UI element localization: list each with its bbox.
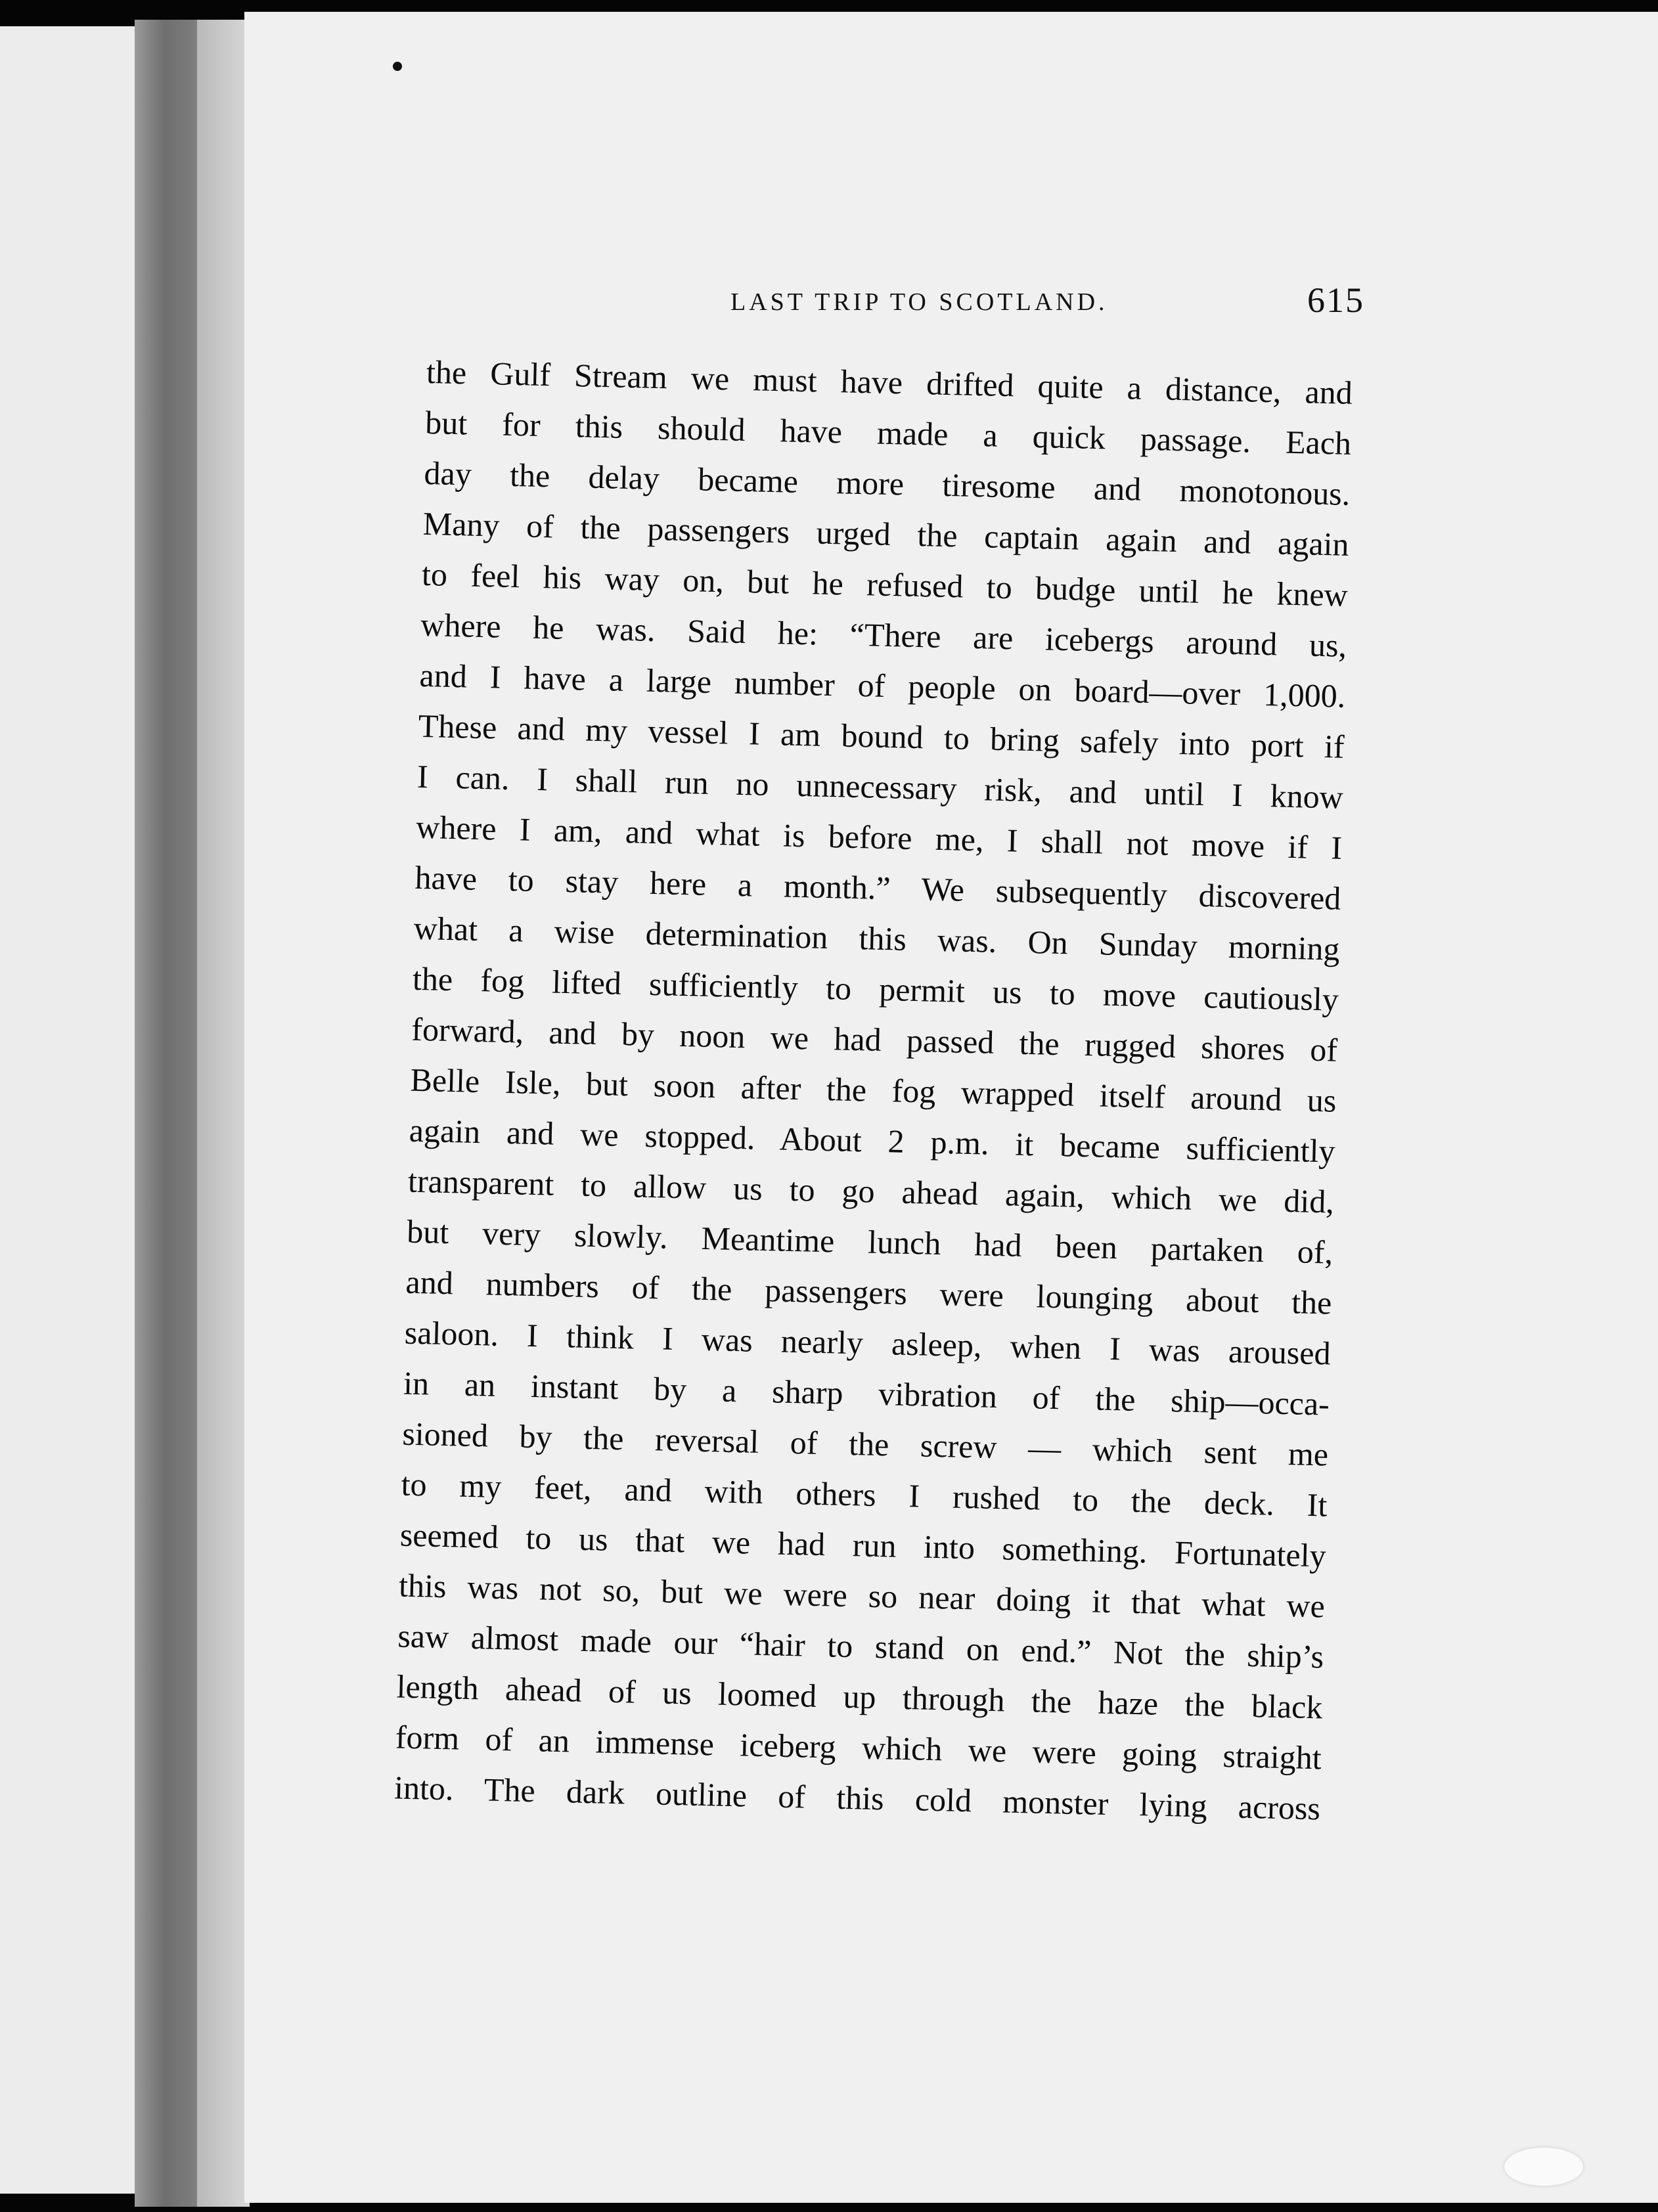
book-page	[244, 12, 1658, 2203]
text-line: and I have a large number of people on board—over 1,000.	[419, 656, 1346, 715]
paper-smudge	[1504, 2148, 1583, 2186]
body-text	[393, 347, 1353, 1834]
text-line: what a wise determination this was. On Sunday morning	[413, 909, 1341, 967]
text-line: length ahead of us loomed up through the haze the black	[396, 1668, 1323, 1726]
text-line: and numbers of the passengers were lounging about the	[405, 1263, 1332, 1321]
text-line: sioned by the reversal of the screw — which sent me	[401, 1415, 1329, 1473]
text-line: but for this should have made a quick passage. Each	[424, 403, 1352, 462]
text-line: day the delay became more tiresome and monotonous.	[424, 454, 1351, 512]
text-line: Many of the passengers urged the captain again and again	[422, 504, 1350, 563]
text-line: saloon. I think I was nearly asleep, when I was aroused	[404, 1314, 1332, 1372]
text-line: transparent to allow us to go ahead again, which we did,	[407, 1162, 1335, 1220]
text-line: to my feet, and with others I rushed to the deck. It	[401, 1465, 1328, 1524]
text-line: seemed to us that we had run into something. Fortunately	[399, 1516, 1327, 1574]
ink-speck	[393, 62, 402, 71]
text-line: into. The dark outline of this cold monster lying across	[393, 1769, 1321, 1827]
text-line: where I am, and what is before me, I shall not move if I	[415, 808, 1343, 866]
text-line: form of an immense iceberg which we were going straight	[395, 1718, 1322, 1777]
text-line: the Gulf Stream we must have drifted quite a distance, and	[426, 353, 1353, 411]
text-line: These and my vessel I am bound to bring safely into port if	[418, 707, 1345, 765]
page-number: 615	[1307, 280, 1364, 320]
text-line: I can. I shall run no unnecessary risk, and until I know	[416, 757, 1344, 816]
text-line: to feel his way on, but he refused to budge until he knew	[421, 555, 1349, 613]
text-line: saw almost made our “hair to stand on end.” Not the ship’s	[397, 1617, 1324, 1675]
running-head: LAST TRIP TO SCOTLAND.	[730, 288, 1108, 316]
text-line: again and we stopped. About 2 p.m. it became sufficiently	[409, 1111, 1336, 1170]
text-line: forward, and by noon we had passed the rugged shores of	[411, 1010, 1338, 1069]
text-line: have to stay here a month.” We subsequently discovered	[414, 858, 1341, 917]
text-line: Belle Isle, but soon after the fog wrapped itself around us	[410, 1061, 1337, 1119]
text-line: the fog lifted sufficiently to permit us to move cautiously	[412, 960, 1339, 1018]
text-line: but very slowly. Meantime lunch had been partaken of,	[406, 1212, 1333, 1271]
text-line: in an instant by a sharp vibration of the ship—occa-	[403, 1364, 1330, 1423]
text-line: this was not so, but we were so near doing it that what we	[398, 1566, 1326, 1625]
gutter-shadow	[197, 20, 250, 2207]
text-line: where he was. Said he: “There are icebergs around us,	[420, 606, 1347, 664]
